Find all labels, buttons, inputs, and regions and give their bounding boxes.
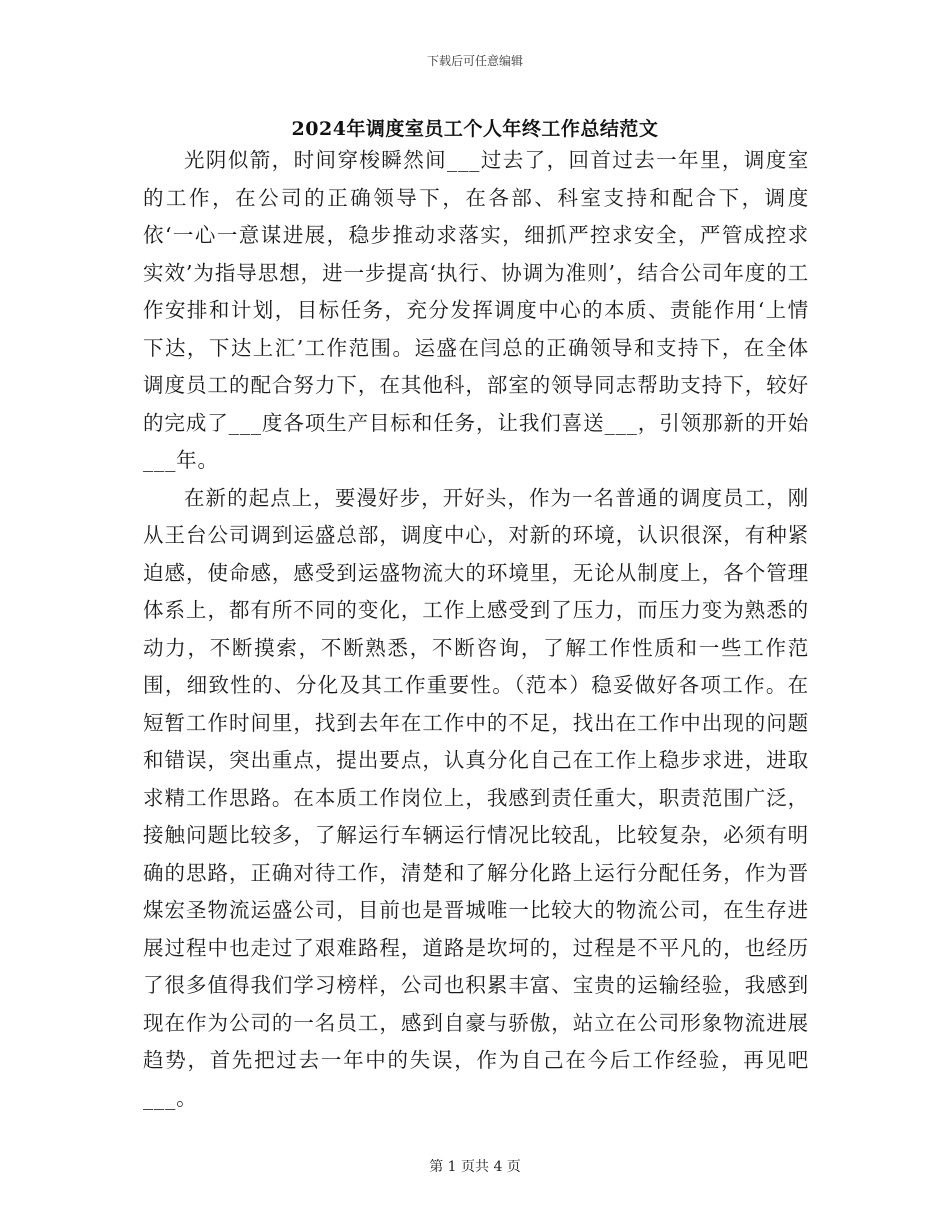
- document-body: [143, 142, 809, 1117]
- paragraph-2: 在新的起点上，要漫好步，开好头，作为一名普通的调度员工，刚从王台公司调到运盛总部，调度中心，对新的环境，认识很深，有种紧迫感，使命感，感受到运盛物流大的环境里，无论从制度上，各个管理体系上，都有所不同的变化，工作上感受到了压力，而压力变为熟悉的动力，不断摸索，不断熟悉，不断咨询，了解工作性质和一些工作范围，细致性的、分化及其工作重要性。（范本）稳妥做好各项工作。在短暂工作时间里，找到去年在工作中的不足，找出在工作中出现的问题和错误，突出重点，提出要点，认真分化自己在工作上稳步求进，进取求精工作思路。在本质工作岗位上，我感到责任重大，职责范围广泛，接触问题比较多，了解运行车辆运行情况比较乱，比较复杂，必须有明确的思路，正确对待工作，清楚和了解分化路上运行分配任务，作为晋煤宏圣物流运盛公司，目前也是晋城唯一比较大的物流公司，在生存进展过程中也走过了艰难路程，道路是坎坷的，过程是不平凡的，也经历了很多值得我们学习榜样，公司也积累丰富、宝贵的运输经验，我感到现在作为公司的一名员工，感到自豪与骄傲，站立在公司形象物流进展趋势，首先把过去一年中的失误，作为自己在今后工作经验，再见吧___。: [143, 485, 809, 1110]
- page-number: 第 1 页共 4 页: [429, 1159, 521, 1175]
- header-note: 下载后可任意编辑: [426, 54, 523, 68]
- document-title: 2024年调度室员工个人年终工作总结范文: [291, 118, 659, 140]
- paragraph-1: 光阴似箭，时间穿梭瞬然间___过去了，回首过去一年里，调度室的工作，在公司的正确领导下，在各部、科室支持和配合下，调度依‘一心一意谋进展，稳步推动求落实，细抓严控求安全，严管成控求实效’为指导思想，进一步提高‘执行、协调为准则’，结合公司年度的工作安排和计划，目标任务，充分发挥调度中心的本质、责能作用‘上情下达，下达上汇’工作范围。运盛在闫总的正确领导和支持下，在全体调度员工的配合努力下，在其他科，部室的领导同志帮助支持下，较好的完成了___度各项生产目标和任务，让我们喜送___，引领那新的开始___年。: [143, 148, 809, 472]
